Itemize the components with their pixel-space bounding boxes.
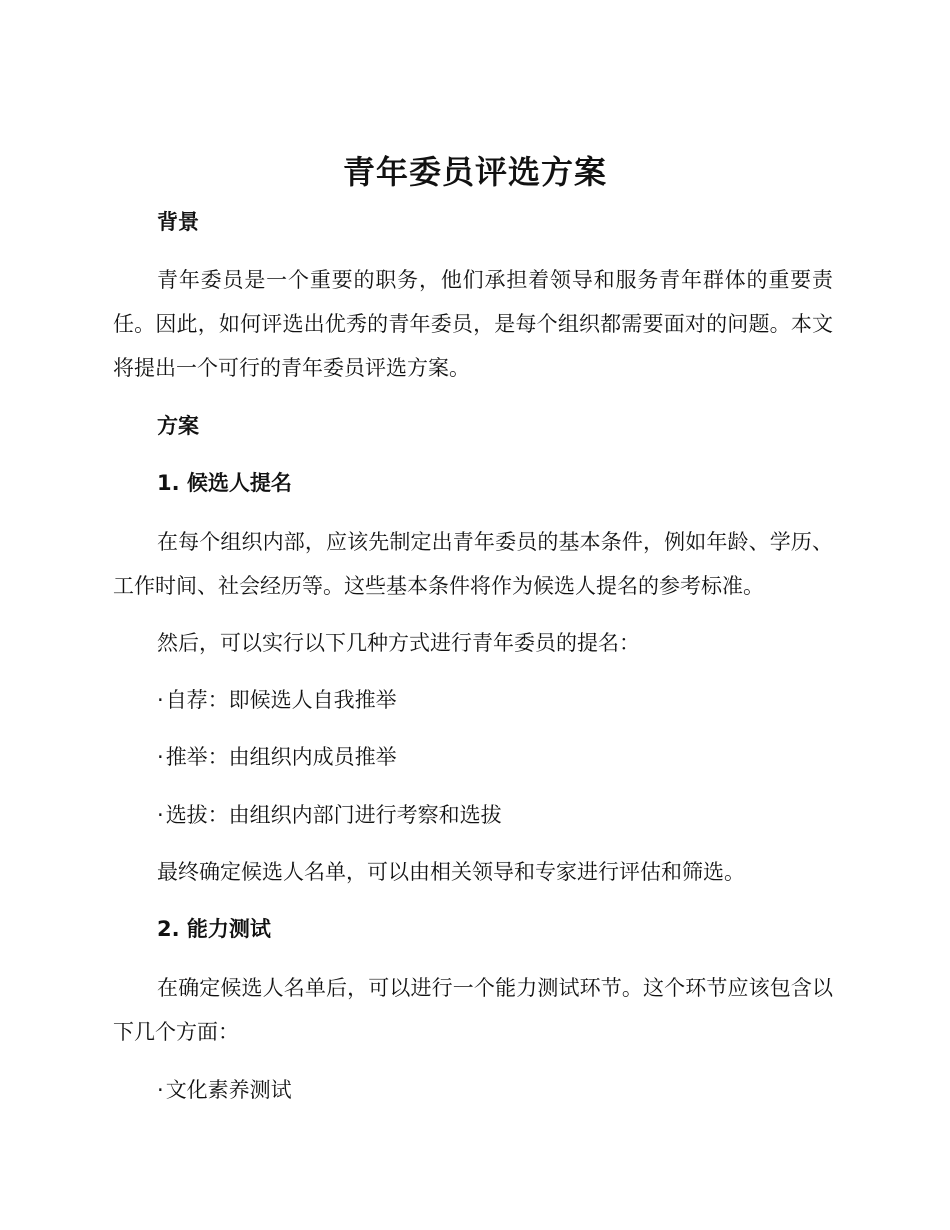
bullet-symbol: · [157, 745, 164, 769]
background-paragraph: 青年委员是一个重要的职务，他们承担着领导和服务青年群体的重要责任。因此，如何评选出优秀的青年委员，是每个组织都需要面对的问题。本文将提出一个可行的青年委员评选方案。 [113, 268, 833, 380]
bullet-item-culture-test [157, 1075, 292, 1105]
section1-intro-paragraph: 在每个组织内部，应该先制定出青年委员的基本条件，例如年龄、学历、工作时间、社会经历等。这些基本条件将作为候选人提名的参考标准。 [113, 530, 833, 598]
section1-heading: 1. 候选人提名 [157, 471, 292, 495]
bullet-item-recommendation [157, 742, 397, 772]
bullet-item-self-nomination [157, 685, 397, 715]
section2-intro-paragraph: 在确定候选人名单后，可以进行一个能力测试环节。这个环节应该包含以下几个方面： [113, 976, 833, 1044]
section1-methods-intro: 然后，可以实行以下几种方式进行青年委员的提名： [157, 631, 640, 655]
bullet-symbol: · [157, 688, 164, 712]
bullet-text: 文化素养测试 [165, 1078, 292, 1102]
section2-heading: 2. 能力测试 [157, 917, 271, 941]
plan-heading: 方案 [157, 414, 199, 438]
bullet-text: 推举：由组织内成员推举 [165, 745, 397, 769]
bullet-symbol: · [157, 1078, 164, 1102]
document-title: 青年委员评选方案 [342, 153, 607, 191]
bullet-symbol: · [157, 803, 164, 827]
bullet-text: 选拔：由组织内部门进行考察和选拔 [165, 803, 502, 827]
background-heading: 背景 [157, 210, 199, 234]
bullet-text: 自荐：即候选人自我推举 [165, 688, 397, 712]
section1-conclusion: 最终确定候选人名单，可以由相关领导和专家进行评估和筛选。 [157, 860, 745, 884]
bullet-item-selection [157, 800, 502, 830]
